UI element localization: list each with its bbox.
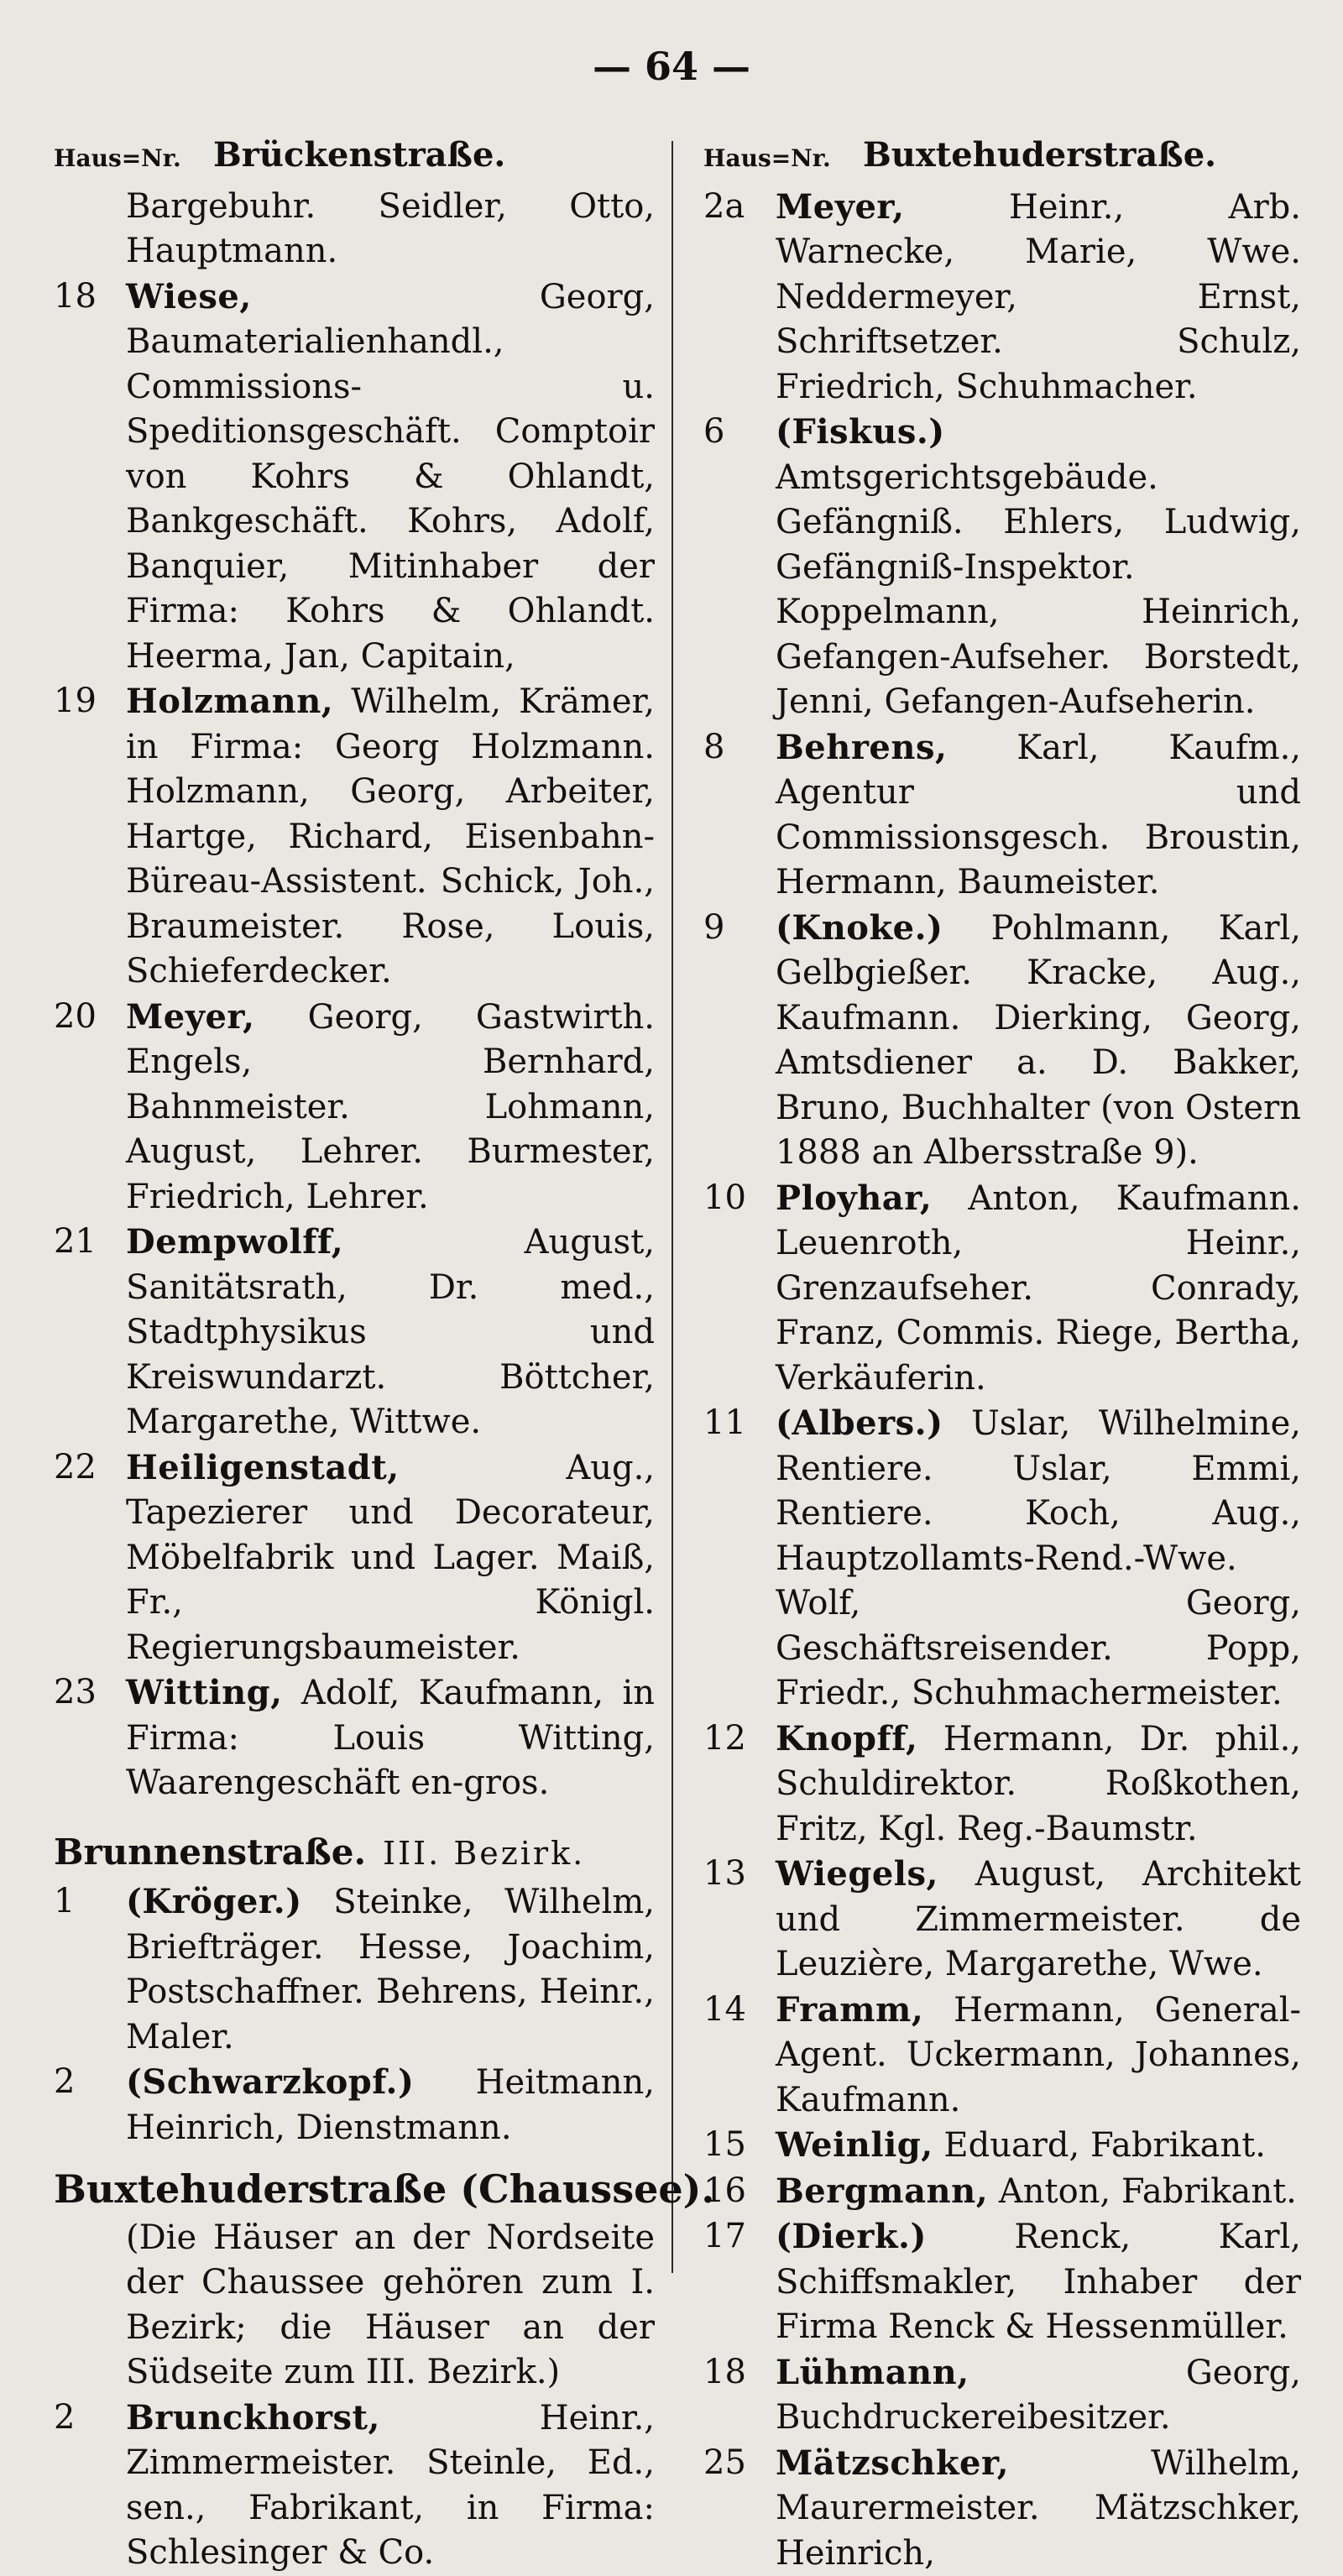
owner-name: Framm, <box>776 1990 923 2030</box>
entry-text <box>776 2169 1301 2215</box>
residents-text: Aug., Tapezierer und Decorateur, Möbelfabrik und Lager. Maiß, Fr., Königl. Regierungsbaumeister. <box>126 1449 655 1667</box>
entry-text: Bargebuhr. Seidler, Otto, Hauptmann. <box>126 185 655 274</box>
owner-name: Mätzschker, <box>776 2443 1009 2483</box>
residents-text: Eduard, Fabrikant. <box>943 2126 1266 2165</box>
house-number: 22 <box>54 1445 126 1671</box>
house-number-label: Haus=Nr. <box>703 136 863 181</box>
entry-text <box>126 2060 655 2150</box>
owner-name: Weinlig, <box>776 2125 933 2165</box>
entry-text <box>776 1176 1301 1402</box>
district-note: (Die Häuser an der Nordseite der Chaussee gehören zum I. Bezirk; die Häuser an der Südseite zum III. Bezirk.) <box>126 2216 655 2396</box>
section-heading <box>54 2167 655 2213</box>
house-number: 25 <box>703 2441 776 2576</box>
residents-text: Hermann, Dr. phil., Schuldirektor. Roßkothen, Fritz, Kgl. Reg.-Baumstr. <box>776 1720 1301 1848</box>
owner-name: Bergmann, <box>776 2171 988 2211</box>
house-number-label: Haus=Nr. <box>54 136 213 181</box>
residents-text: Steinke, Wilhelm, Briefträger. Hesse, Joachim, Postschaffner. Behrens, Heinr., Maler. <box>126 1883 655 2056</box>
owner-name: Wiegels, <box>776 1854 938 1894</box>
house-number: 13 <box>703 1852 776 1988</box>
directory-entry <box>703 1716 1301 1852</box>
directory-entry <box>54 679 655 995</box>
owner-name: Meyer, <box>776 187 905 227</box>
directory-entry <box>703 1852 1301 1988</box>
directory-entry <box>54 274 655 680</box>
owner-name: Lühmann, <box>776 2353 969 2392</box>
residents-text: Pohlmann, Karl, Gelbgießer. Kracke, Aug., Kaufmann. Dierking, Georg, Amtsdiener a. D. Bakker, Bruno, Buchhalter (von Ostern 1888 an Albersstraße 9). <box>776 909 1301 1173</box>
left-column <box>54 133 655 2576</box>
residents-text: Karl, Kaufm., Agentur und Commissionsgesch. Broustin, Hermann, Baumeister. <box>776 729 1301 902</box>
owner-name: Holzmann, <box>126 682 333 721</box>
entry-text <box>776 1852 1301 1988</box>
house-number: 11 <box>703 1401 776 1716</box>
directory-entry <box>54 1220 655 1445</box>
entry-text <box>776 2123 1301 2169</box>
entry-text <box>126 995 655 1220</box>
entry-text <box>776 185 1301 410</box>
entry-text <box>776 1401 1301 1716</box>
house-number: 14 <box>703 1988 776 2124</box>
house-number: 10 <box>703 1176 776 1402</box>
directory-entry <box>703 906 1301 1176</box>
entry-text <box>126 1220 655 1445</box>
directory-entry <box>703 2123 1301 2169</box>
directory-entry <box>703 2441 1301 2576</box>
entry-text <box>776 410 1301 725</box>
house-number: 1 <box>54 1879 126 2060</box>
entry-text <box>126 679 655 995</box>
house-number: 8 <box>703 725 776 906</box>
district-label: III. Bezirk. <box>383 1835 585 1872</box>
street-heading: Buxtehuderstraße (Chaussee). <box>54 2166 714 2212</box>
directory-entry <box>703 2214 1301 2350</box>
residents-text: August, Sanitätsrath, Dr. med., Stadtphysikus und Kreiswundarzt. Böttcher, Margarethe, Wittwe. <box>126 1223 655 1441</box>
right-column <box>703 133 1301 2576</box>
directory-entry <box>54 1879 655 2060</box>
residents-text: Uslar, Wilhelmine, Rentiere. Uslar, Emmi, Rentiere. Koch, Aug., Hauptzollamts-Rend.-Wwe. Wolf, Georg, Geschäftsreisender. Popp, Friedr., Schuhmachermeister. <box>776 1404 1301 1712</box>
directory-entry <box>703 410 1301 725</box>
residents-text: Georg, Buchdruckereibesitzer. <box>776 2354 1301 2438</box>
directory-entry <box>703 2169 1301 2215</box>
owner-name: Brunckhorst, <box>126 2398 380 2438</box>
entry-text <box>776 2214 1301 2350</box>
section-heading <box>54 1830 655 1877</box>
residents-text: Hermann, General-Agent. Uckermann, Johannes, Kaufmann. <box>776 1991 1301 2119</box>
directory-entry <box>54 1445 655 1671</box>
page-number: — 64 — <box>0 44 1343 89</box>
residents-text: Wilhelm, Maurermeister. Mätzschker, Heinrich, <box>776 2444 1301 2573</box>
entry-text <box>776 1988 1301 2124</box>
left-column-header <box>54 133 655 181</box>
entry-text <box>776 906 1301 1176</box>
owner-name: Wiese, <box>126 277 252 316</box>
owner-name: Heiligenstadt, <box>126 1448 400 1487</box>
owner-name: Witting, <box>126 1673 283 1712</box>
entry-text <box>776 725 1301 906</box>
house-number: 2 <box>54 2396 126 2576</box>
house-number: 18 <box>54 274 126 680</box>
directory-entry <box>703 185 1301 410</box>
owner-name: (Kröger.) <box>126 1882 302 1921</box>
owner-name: (Knoke.) <box>776 908 943 948</box>
street-heading: Buxtehuderstraße. <box>863 133 1216 178</box>
residents-text: Wilhelm, Krämer, in Firma: Georg Holzmann. Holzmann, Georg, Arbeiter, Hartge, Richard, Eisenbahn-Büreau-Assistent. Schick, Joh., Braumeister. Rose, Louis, Schieferdecker. <box>126 682 655 990</box>
house-number: 17 <box>703 2214 776 2350</box>
directory-entry <box>703 1401 1301 1716</box>
house-number: 9 <box>703 906 776 1176</box>
residents-text: Georg, Gastwirth. Engels, Bernhard, Bahnmeister. Lohmann, August, Lehrer. Burmester, Friedrich, Lehrer. <box>126 998 655 1216</box>
entry-text <box>126 274 655 680</box>
house-number: 2a <box>703 185 776 410</box>
directory-entry <box>54 1670 655 1806</box>
street-heading: Brückenstraße. <box>213 133 505 178</box>
right-column-header <box>703 133 1301 181</box>
residents-text: Anton, Kaufmann. Leuenroth, Heinr., Grenzaufseher. Conrady, Franz, Commis. Riege, Bertha, Verkäuferin. <box>776 1179 1301 1398</box>
residents-text: Georg, Baumaterialienhandl., Commissions- u. Speditionsgeschäft. Comptoir von Kohrs & Ohlandt, Bankgeschäft. Kohrs, Adolf, Banquier, Mitinhaber der Firma: Kohrs & Ohlandt. Heerma, Jan, Capitain, <box>126 278 655 676</box>
house-number: 20 <box>54 995 126 1220</box>
entry-text <box>126 1879 655 2060</box>
owner-name: Ployhar, <box>776 1178 932 1218</box>
residents-text: August, Architekt und Zimmermeister. de Leuzière, Margarethe, Wwe. <box>776 1855 1301 1983</box>
entry-text <box>126 2396 655 2576</box>
residents-text: Heinr., Arb. Warnecke, Marie, Wwe. Neddermeyer, Ernst, Schriftsetzer. Schulz, Friedrich, Schuhmacher. <box>776 188 1301 406</box>
directory-entry <box>54 2396 655 2576</box>
house-number: 16 <box>703 2169 776 2215</box>
residents-text: Amtsgerichtsgebäude. Gefängniß. Ehlers, Ludwig, Gefängniß-Inspektor. Koppelmann, Heinrich, Gefangen-Aufseher. Borstedt, Jenni, Gefangen-Aufseherin. <box>776 458 1301 722</box>
house-number: 15 <box>703 2123 776 2169</box>
directory-entry <box>54 995 655 1220</box>
entry-text <box>776 1716 1301 1852</box>
owner-name: Knopff, <box>776 1719 917 1758</box>
house-number: 21 <box>54 1220 126 1445</box>
house-number: 6 <box>703 410 776 725</box>
directory-entry <box>703 1176 1301 1402</box>
owner-name: (Dierk.) <box>776 2217 927 2256</box>
residents-text: Adolf, Kaufmann, in Firma: Louis Witting, Waarengeschäft en-gros. <box>126 1674 655 1802</box>
entry-text <box>776 2350 1301 2441</box>
directory-entry <box>703 725 1301 906</box>
residents-text: Renck, Karl, Schiffsmakler, Inhaber der Firma Renck & Hessenmüller. <box>776 2218 1301 2346</box>
column-divider <box>672 141 673 2273</box>
residents-text: Heinr., Zimmermeister. Steinle, Ed., sen., Fabrikant, in Firma: Schlesinger & Co. <box>126 2399 655 2573</box>
residents-text: Heitmann, Heinrich, Dienstmann. <box>126 2063 655 2147</box>
house-number: 2 <box>54 2060 126 2150</box>
owner-name: (Fiskus.) <box>776 412 945 452</box>
house-number: 18 <box>703 2350 776 2441</box>
street-heading: Brunnenstraße. <box>54 1831 366 1873</box>
owner-name: Behrens, <box>776 728 947 767</box>
house-number <box>54 185 126 274</box>
directory-entry <box>54 185 655 274</box>
directory-entry <box>703 1988 1301 2124</box>
residents-text: Anton, Fabrikant. <box>999 2172 1297 2211</box>
house-number: 23 <box>54 1670 126 1806</box>
directory-entry <box>703 2350 1301 2441</box>
house-number: 12 <box>703 1716 776 1852</box>
owner-name: (Albers.) <box>776 1403 943 1443</box>
house-number: 19 <box>54 679 126 995</box>
entry-text <box>126 1670 655 1806</box>
entry-text <box>126 1445 655 1671</box>
entry-text <box>776 2441 1301 2576</box>
owner-name: Meyer, <box>126 997 255 1037</box>
owner-name: (Schwarzkopf.) <box>126 2062 414 2102</box>
directory-entry <box>54 2060 655 2150</box>
owner-name: Dempwolff, <box>126 1222 343 1262</box>
